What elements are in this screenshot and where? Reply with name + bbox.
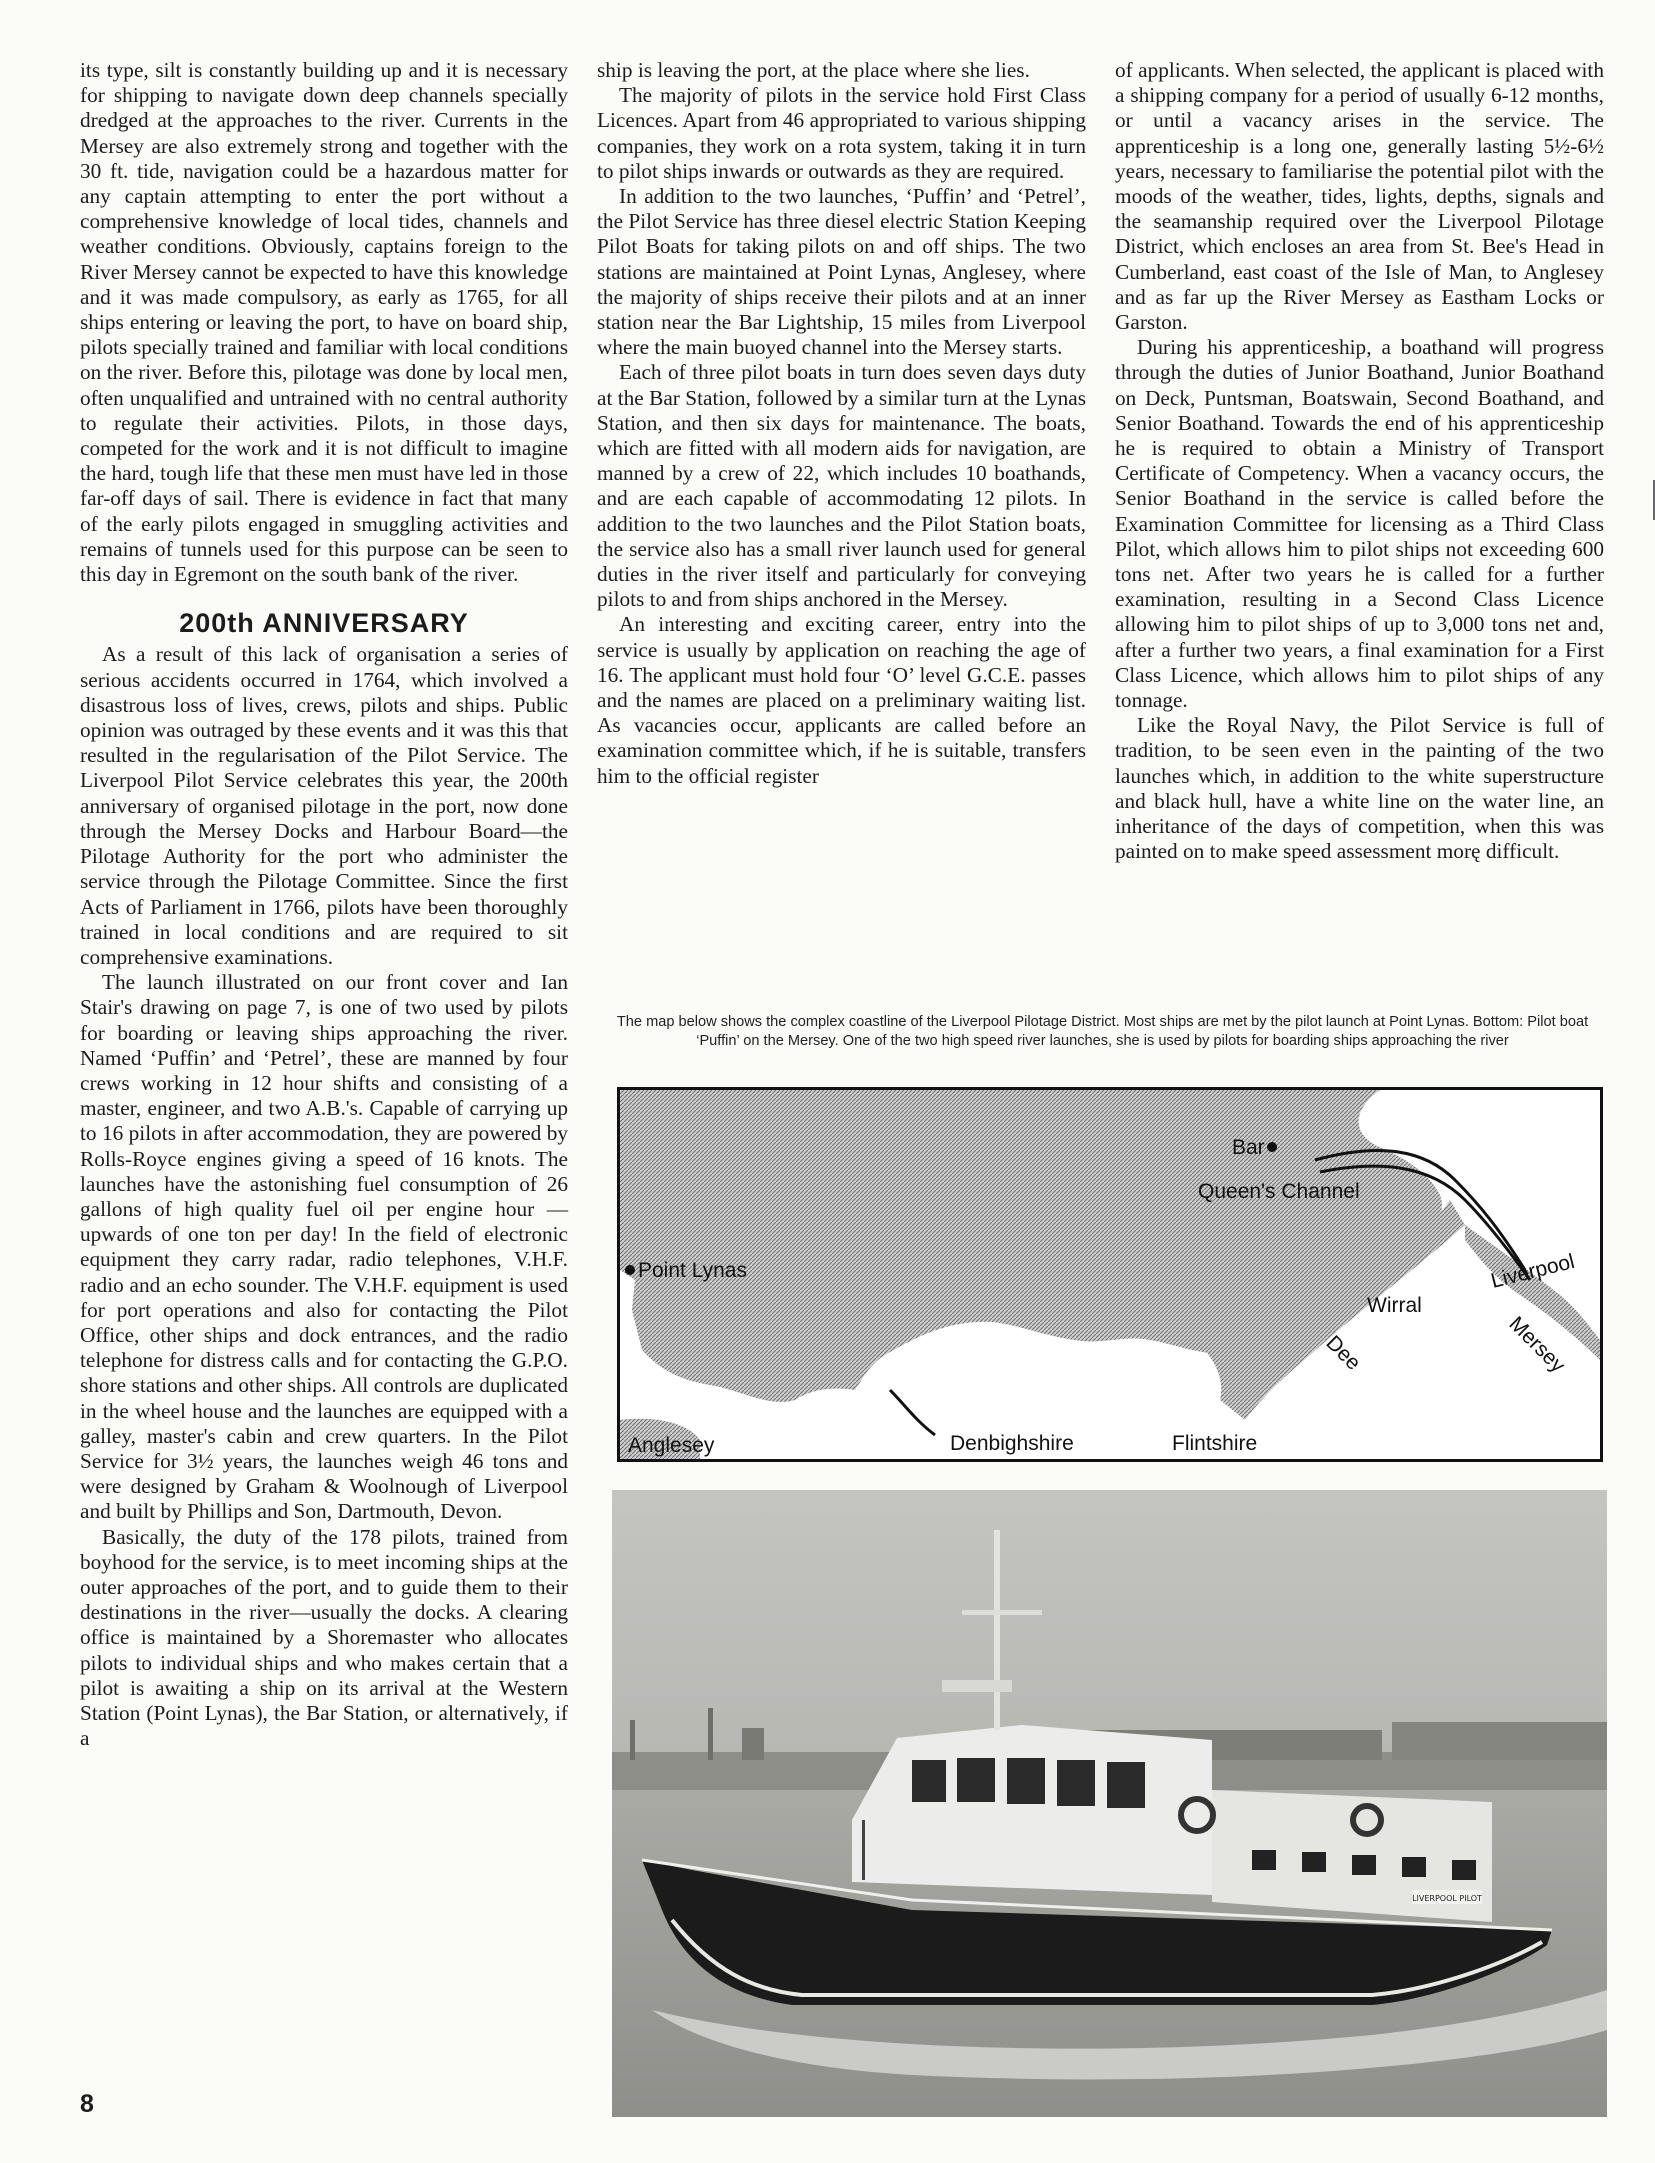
paragraph: In addition to the two launches, ‘Puffin’ and ‘Petrel’, the Pilot Service has three diesel electric Station Keeping Pilot Boats for taking pilots on and off ships. The two stations are maintained at Point Lynas, Anglesey, where the majority of ships receive their pilots and at an inner station near the Bar Lightship, 15 miles from Liverpool where the main buoyed channel into the Mersey starts. [597, 184, 1086, 360]
cabin-window [1107, 1762, 1145, 1808]
cabin-window [1057, 1760, 1095, 1806]
map-label-anglesey: Anglesey [628, 1434, 715, 1457]
map-label-flintshire: Flintshire [1172, 1432, 1258, 1455]
point-lynas-marker [625, 1265, 635, 1275]
map-label-liverpool: Liverpool [1488, 1249, 1577, 1293]
text-column-2 [597, 58, 1086, 789]
paragraph: The majority of pilots in the service hold First Class Licences. Apart from 46 appropriated to various shipping companies, they work on a rota system, taking it in turn to pilot ships inwards or outwards as they are required. [597, 83, 1086, 183]
name-plate-text: LIVERPOOL PILOT [1412, 1894, 1482, 1903]
paragraph: its type, silt is constantly building up and it is necessary for shipping to navigate down deep channels specially dredged at the approaches to the river. Currents in the Mersey are also extremely strong and together with the 30 ft. tide, navigation could be a hazardous matter for any captain attempting to enter the port without a comprehensive knowledge of local tides, channels and weather conditions. Obviously, captains foreign to the River Mersey cannot be expected to have this knowledge and it was made compulsory, as early as 1765, for all ships entering or leaving the port, to have on board ship, pilots specially trained and familiar with local conditions on the river. Before this, pilotage was done by local men, often unqualified and untrained with no central authority to regulate their activities. Pilots, in those days, competed for the work and it is not difficult to imagine the hard, tough life that these men must have led in those far-off days of sail. There is evidence in fact that many of the early pilots engaged in smuggling activities and remains of tunnels used for this purpose can be seen to this day in Egremont on the south bank of the river. [80, 58, 568, 587]
paragraph: As a result of this lack of organisation a series of serious accidents occurred in 1764, which involved a disastrous loss of lives, crews, pilots and ships. Public opinion was outraged by these events and it was this that resulted in the regularisation of the Pilot Service. The Liverpool Pilot Service celebrates this year, the 200th anniversary of organised pilotage in the port, now done through the Mersey Docks and Harbour Board—the Pilotage Authority for the port who administer the service through the Pilotage Committee. Since the first Acts of Parliament in 1766, pilots have been thoroughly trained in local conditions and are required to sit comprehensive examinations. [80, 642, 568, 969]
map-label-queens-channel: Queen's Channel [1198, 1180, 1360, 1203]
rail-post [862, 1820, 865, 1880]
sea-area [620, 1090, 1442, 1402]
paragraph: Each of three pilot boats in turn does seven days duty at the Bar Station, followed by a similar turn at the Lynas Station, and then six days for maintenance. The boats, which are fitted with all modern aids for navigation, are manned by a crew of 22, which includes 10 boathands, and are each capable of accommodating 12 pilots. In addition to the two launches and the Pilot Station boats, the service also has a small river launch used for general duties in the river itself and particularly for conveying pilots to and from ships anchored in the Mersey. [597, 360, 1086, 612]
map-label-bar: Bar [1232, 1136, 1265, 1159]
bar-marker [1267, 1142, 1277, 1152]
paragraph: During his apprenticeship, a boathand will progress through the duties of Junior Boathand, Junior Boathand on Deck, Puntsman, Boatswain, Second Boathand, and Senior Boathand. Towards the end of his apprenticeship he is required to obtain a Ministry of Transport Certificate of Competency. When a vacancy occurs, the Senior Boathand in the service is called before the Examination Committee for licensing as a Third Class Pilot, which allows him to pilot ships not exceeding 600 tons net. After two years he is called for a further examination, resulting in a Second Class Licence allowing him to pilot ships of up to 3,000 tons net and, after a further two years, a final examination for a First Class Licence, which allows him to pilot ships of any tonnage. [1115, 335, 1604, 713]
map-label-mersey: Mersey [1504, 1312, 1570, 1378]
map-label-wirral: Wirral [1367, 1294, 1422, 1317]
porthole [1302, 1852, 1326, 1872]
porthole [1452, 1860, 1476, 1880]
paragraph: ship is leaving the port, at the place where she lies. [597, 58, 1030, 82]
pilot-boat-photo [612, 1490, 1607, 2117]
paragraph: Like the Royal Navy, the Pilot Service is full of tradition, to be seen even in the painting of the two launches which, in addition to the white superstructure and black hull, have a white line on the water line, an inheritance of the days of competition, when this was painted on to make speed assessment morę difficult. [1115, 713, 1604, 864]
porthole [1252, 1850, 1276, 1870]
map-label-dee: Dee [1321, 1331, 1365, 1375]
chimney [708, 1708, 713, 1760]
cabin-window [1007, 1758, 1045, 1804]
porthole [1402, 1857, 1426, 1877]
page-number: 8 [80, 2090, 94, 2118]
wheelhouse [852, 1725, 1212, 1895]
section-heading: 200th ANNIVERSARY [179, 608, 469, 639]
tower [742, 1728, 764, 1760]
text-column-3 [1115, 58, 1604, 865]
paragraph: of applicants. When selected, the applicant is placed with a shipping company for a period of usually 6-12 months, or until a vacancy arises in the service. The apprenticeship is a long one, generally lasting 5½-6½ years, necessary to familiarise the potential pilot with the moods of the weather, tides, lights, depths, signals and the seamanship required over the Liverpool Pilotage District, which encloses an area from St. Bee's Head in Cumberland, east coast of the Isle of Man, to Anglesey and as far up the River Mersey as Eastham Locks or Garston. [1115, 58, 1604, 335]
porthole [1352, 1855, 1376, 1875]
mast-yard [962, 1610, 1042, 1615]
paragraph: Basically, the duty of the 178 pilots, trained from boyhood for the service, is to meet incoming ships at the outer approaches of the port, and to guide them to their destinations in the river—usually the docks. A clearing office is maintained by a Shoremaster who allocates pilots to individual ships and who makes certain that a pilot is awaiting a ship on its arrival at the Western Station (Point Lynas), the Bar Station, or alternatively, if a [80, 1524, 568, 1751]
map-label-denbighshire: Denbighshire [950, 1432, 1074, 1455]
cabin-window [912, 1760, 946, 1802]
figure-caption: The map below shows the complex coastline of the Liverpool Pilotage District. Most ships are met by the pilot launch at Point Lynas. Bottom: Pilot boat ‘Puffin’ on the Mersey. One of the two high speed river launches, she is used by pilots for boarding ships approaching the river [616, 1014, 1589, 1049]
pilotage-district-map [617, 1087, 1603, 1462]
mast [994, 1530, 1000, 1730]
denbigh-river [890, 1390, 935, 1435]
radar-scanner [942, 1680, 1012, 1692]
text-column-1 [80, 58, 568, 1751]
paragraph: The launch illustrated on our front cover and Ian Stair's drawing on page 7, is one of two used by pilots for boarding or leaving ships approaching the river. Named ‘Puffin’ and ‘Petrel’, these are manned by four crews working in 12 hour shifts and consisting of a master, engineer, and two A.B.'s. Capable of carrying up to 16 pilots in after accommodation, they are powered by Rolls-Royce engines giving a speed of 16 knots. The launches have the astonishing fuel consumption of 26 gallons of high quality fuel oil per engine hour —upwards of one ton per day! In the field of electronic equipment they carry radar, radio telephones, V.H.F. radio and an echo sounder. The V.H.F. equipment is used for port operations and also for contacting the Pilot Office, other ships and dock entrances, and the radio telephone for distress calls and for contacting the G.P.O. shore stations and other ships. All controls are duplicated in the wheel house and the launches are equipped with a galley, master's cabin and crew quarters. In the Pilot Service for 3½ years, the launches weigh 46 tons and were designed by Graham & Woolnough of Liverpool and built by Phillips and Son, Dartmouth, Devon. [80, 970, 568, 1524]
cabin-window [957, 1758, 995, 1802]
map-label-point-lynas: Point Lynas [638, 1259, 747, 1282]
paragraph: An interesting and exciting career, entry into the service is usually by application on reaching the age of 16. The applicant must hold four ‘O’ level G.C.E. passes and the names are placed on a preliminary waiting list. As vacancies occur, applicants are called before an examination committee which, if he is suitable, transfers him to the official register [597, 612, 1086, 788]
chimney [630, 1720, 635, 1760]
shore-building [1392, 1722, 1607, 1760]
